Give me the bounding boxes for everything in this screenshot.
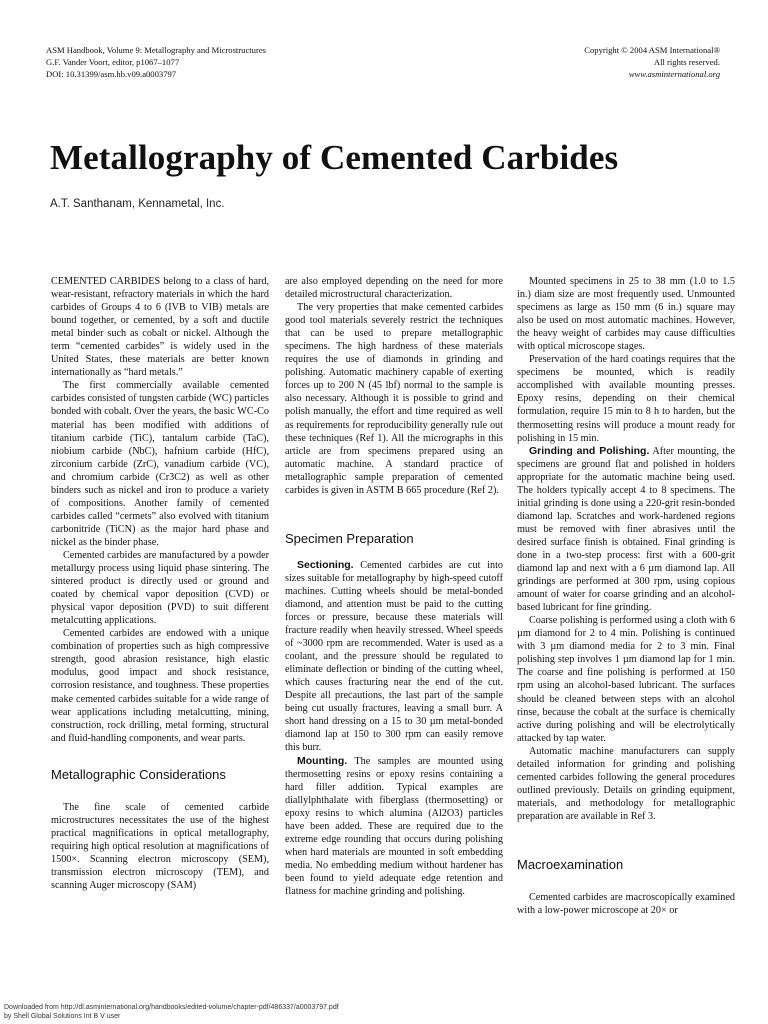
copyright-header: [584, 44, 720, 80]
properties-paragraph: Cemented carbides are endowed with a unique combination of properties such as high compressive strength, good abrasion resistance, high elastic modulus, good impact and shock resistance, corrosion resistance, and toughness. These properties make cemented carbides suitable for a wide range of wear applications including metalcutting, mining, construction, rock drilling, metal forming, structural and fluid-handling components, and wear parts.: [51, 628, 269, 744]
section-heading-metallographic-considerations: Metallographic Considerations: [51, 766, 226, 782]
mounting-paragraph: [285, 755, 503, 899]
polishing-paragraph: Coarse polishing is performed using a cloth with 6 µm diamond for 2 to 4 min. Polishing is continued with 3 µm diamond media for 2 to 3 min. Final polishing step involves 1 µm diamond lap for 1 min. The coarse and fine polishing is performed at 150 rpm using an alcohol-based lubricant. The surfaces should be cleaned between steps with an alcohol rinse, because the cobalt at the surface is chemically active during polishing and will be electrolytically attacked by tap water.: [517, 615, 735, 744]
mounting-text: The samples are mounted using thermosetting resins or epoxy resins containing a hard filler addition. Typical examples are diallylphthalate with fiberglass (thermosetting) or epoxy resins to which alumina (Al2O3) particles have been added. These are required due to the extreme edge rounding that occurs during polishing when hard materials are mounted in soft embedding media. No embedding medium without hardener has been found to yield adequate edge retention and flatness for machine grinding and polishing.: [285, 755, 503, 897]
publisher-url[interactable]: www.asminternational.org: [628, 69, 720, 79]
citation-header: [46, 44, 266, 80]
text-column-3: [517, 275, 735, 917]
continued-paragraph: are also employed depending on the need for more detailed microstructural characterization.: [285, 276, 503, 301]
sectioning-paragraph: [285, 559, 503, 755]
download-footer: [4, 1004, 339, 1021]
history-paragraph: The first commercially available cemented carbides consisted of tungsten carbide (WC) particles bonded with cobalt. Over the years, the basic WC-Co material has been modified with additions of titanium carbide (TiC), tantalum carbide (TaC), niobium carbide (NbC), hafnium carbide (HfC), zirconium carbide (ZrC), vanadium carbide (VC), and chromium carbide (Cr3C2) as well as other binders such as nickel and iron to produce a variety of compositions. Another family of cemented carbides called “cermets” also evolved with titanium carbonitride (TiCN) as the major hard phase and nickel as the binder phase.: [51, 380, 269, 548]
specimen-size-paragraph: Mounted specimens in 25 to 38 mm (1.0 to 1.5 in.) diam size are most frequently used. Unmounted specimens as large as 150 mm (6 in.) square may also be used on most automatic machines. However, the heavy weight of carbides may cause difficulties with optical microscope stages.: [517, 276, 735, 353]
rights-line: All rights reserved.: [653, 57, 720, 67]
manufacturing-paragraph: Cemented carbides are manufactured by a powder metallurgy process using liquid phase sintering. The sintered product is directly used or ground and coated by chemical vapor deposition (CVD) or physical vapor deposition (PVD) to suit different metalcutting applications.: [51, 549, 269, 627]
section-heading-macroexamination: Macroexamination: [517, 856, 624, 872]
citation-line-handbook: ASM Handbook, Volume 9: Metallography and Microstructures: [46, 45, 266, 55]
run-in-heading-mounting: Mounting.: [297, 754, 348, 767]
author-line: A.T. Santhanam, Kennametal, Inc.: [50, 198, 225, 210]
intro-paragraph: CEMENTED CARBIDES belong to a class of hard, wear-resistant, refractory materials in which the hard carbides of Groups 4 to 6 (IVB to VIB) metals are bound together, or cemented, by a soft and ductile metal binder such as cobalt or nickel. Although the term “cemented carbides” is widely used in the United States, these materials are better known internationally as “hard metals.”: [51, 276, 269, 379]
sectioning-text: Cemented carbides are cut into sizes suitable for metallography by high-speed cutoff machines. Cutting wheels should be metal-bonded diamond, and attention must be paid to the cutting forces or pressure, because these materials will fracture readily when heavily stressed. Wheel speeds of ~3000 rpm are recommended. Water is used as a coolant, and the pressure should be regulated to eliminate deflection or binding of the cutting wheel, which causes fracturing near the end of the cut. Despite all precautions, the last part of the sample being cut usually fractures, leaving a small burr. A short hand dressing on a 15 to 30 µm metal-bonded diamond lap at 150 to 300 rpm can easily remove this burr.: [285, 559, 503, 754]
citation-line-doi: DOI: 10.31399/asm.hb.v09.a0003797: [46, 69, 177, 79]
run-in-heading-sectioning: Sectioning.: [297, 558, 354, 571]
run-in-heading-grinding: Grinding and Polishing.: [529, 444, 650, 457]
microstructure-paragraph: The fine scale of cemented carbide microstructures necessitates the use of the highest practical magnifications in optical metallography, requiring high optical resolution at magnifications of 1500×. Scanning electron microscopy (SEM), transmission electron microscopy (TEM), and scanning Auger microscopy (SAM): [51, 801, 269, 891]
techniques-paragraph: The very properties that make cemented carbides good tool materials severely restrict the techniques that can be used to prepare metallographic specimens. The high hardness of these materials requires the use of diamonds in grinding and polishing. Automatic machinery capable of exerting forces up to 200 N (45 lbf) normal to the sample is also necessary. Although it is possible to grind and polish manually, the effort and time required as well as requirements for reproducibility generally rule out these techniques (Ref 1). All the micrographs in this article are from specimens prepared using an automatic machine. A standard practice of metallographic sample preparation of cemented carbides is given in ASTM B 665 procedure (Ref 2).: [285, 302, 503, 496]
download-user: by Shell Global Solutions Int B V user: [4, 1012, 121, 1020]
macroexamination-paragraph: Cemented carbides are macroscopically examined with a low-power microscope at 20× or: [517, 891, 735, 917]
article-title: Metallography of Cemented Carbides: [50, 138, 619, 177]
grinding-text: After mounting, the specimens are ground flat and polished in holders appropriate for the automatic machine being used. The holders typically accept 4 to 8 specimens. The initial grinding is done using a 220-grit resin-bonded diamond lap. Scratches and work-hardened regions must be removed with finer abrasives until the desired surface finish is obtained. Final grinding is done in a two-step process: first with a 600-grit diamond lap and next with a 6 µm diamond lap. All grindings are performed at 300 rpm, using copious amount of water for coarse grinding and an alcohol-based lubricant for fine grinding.: [517, 445, 735, 614]
coatings-paragraph: Preservation of the hard coatings requires that the specimens be mounted, which is readily accomplished with available mounting presses. Epoxy resins, depending on their chemical formulation, require 15 min to 8 h to harden, but the thermosetting resins will produce a mount ready for polishing in 15 min.: [517, 354, 735, 444]
text-column-2: [285, 275, 503, 898]
text-column-1: [51, 275, 269, 892]
grinding-paragraph: [517, 445, 735, 615]
citation-line-editor: G.F. Vander Voort, editor, p1067–1077: [46, 57, 180, 67]
manufacturers-paragraph: Automatic machine manufacturers can supply detailed information for grinding and polishing cemented carbides following the general procedures outlined previously. Details on grinding equipment, materials, and methodology for metallographic preparation are available in Ref 3.: [517, 745, 735, 822]
section-heading-specimen-preparation: Specimen Preparation: [285, 530, 414, 546]
download-url[interactable]: Downloaded from http://dl.asminternational.org/handbooks/edited-volume/chapter-pdf/486337/a0003797.pdf: [4, 1004, 339, 1011]
copyright-line: Copyright © 2004 ASM International®: [584, 45, 720, 55]
